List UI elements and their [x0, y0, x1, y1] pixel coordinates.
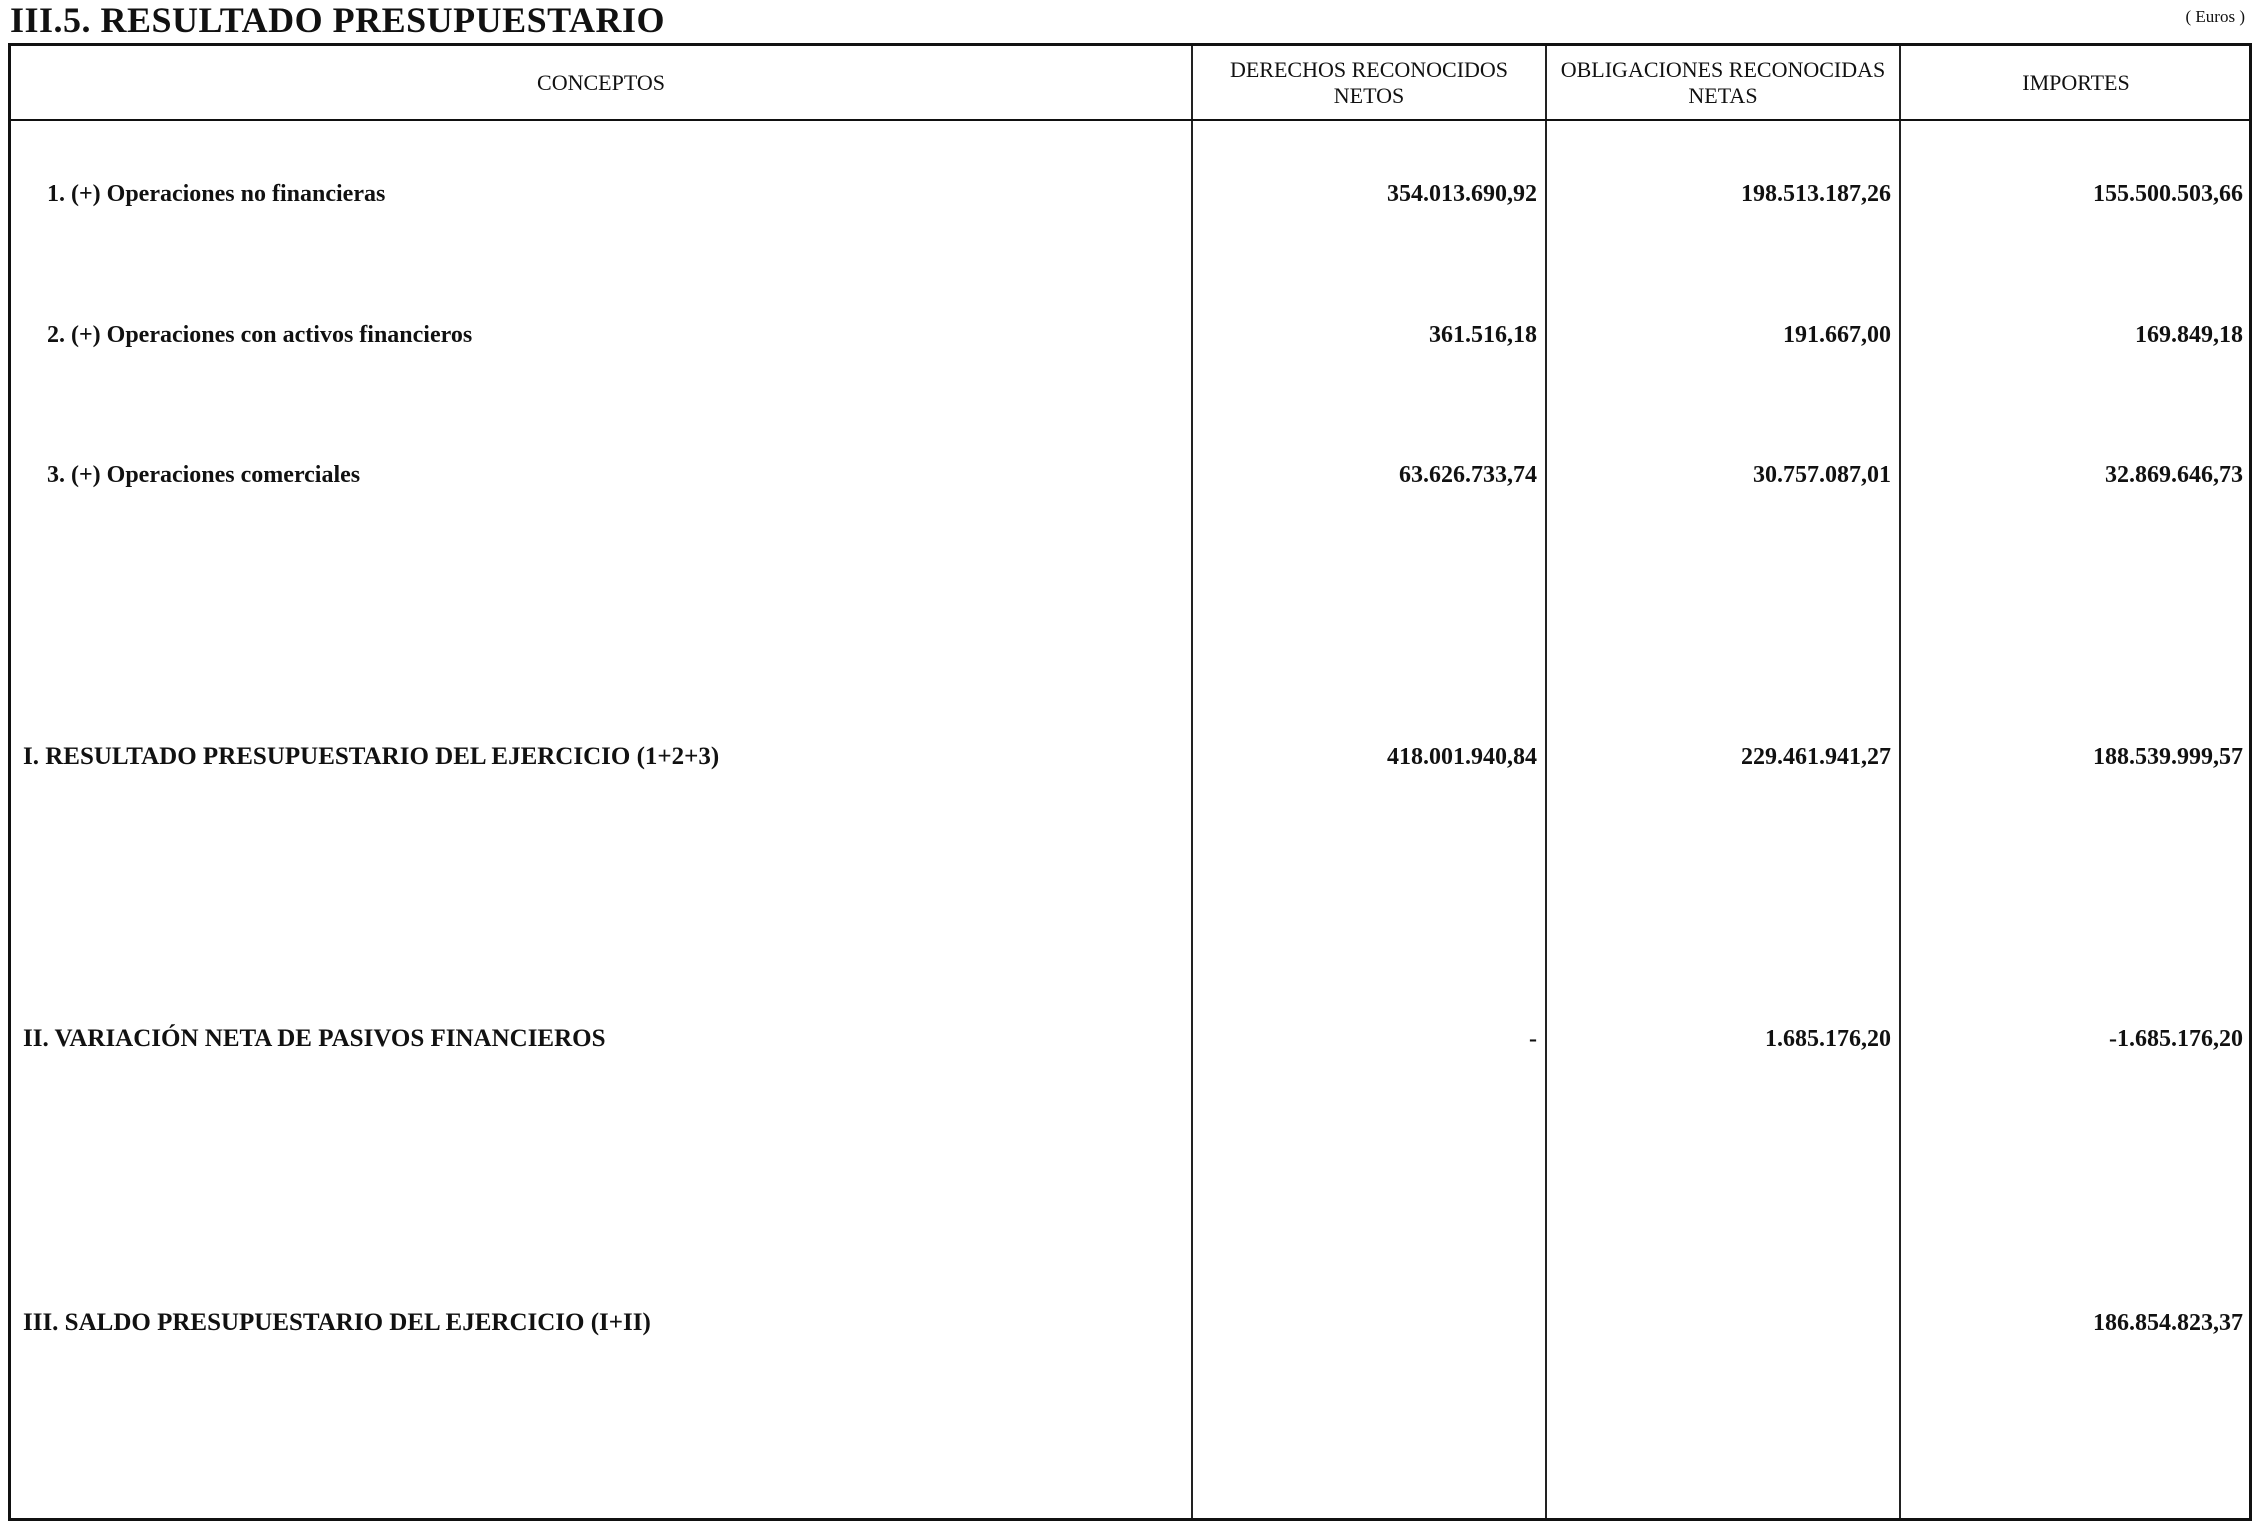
header-concepts: CONCEPTOS	[537, 69, 665, 95]
row-obligaciones: 1.685.176,20	[1765, 1025, 1891, 1052]
row-concept: 2. (+) Operaciones con activos financieros	[47, 321, 473, 348]
row-concept: III. SALDO PRESUPUESTARIO DEL EJERCICIO (I+II)	[23, 1309, 651, 1336]
column-divider	[1545, 46, 1547, 1518]
table-row	[11, 1305, 2249, 1341]
row-obligaciones: 30.757.087,01	[1753, 461, 1891, 488]
header-obligaciones-line1: OBLIGACIONES RECONOCIDAS	[1560, 56, 1886, 82]
row-importes: 32.869.646,73	[2105, 461, 2243, 488]
row-obligaciones: 191.667,00	[1783, 321, 1891, 348]
column-divider	[1899, 46, 1901, 1518]
table-row	[11, 1021, 2249, 1057]
units-label: ( Euros )	[2185, 7, 2245, 26]
row-concept: 1. (+) Operaciones no financieras	[47, 180, 386, 207]
header-derechos	[1193, 46, 1545, 119]
row-obligaciones: 229.461.941,27	[1741, 743, 1891, 770]
row-importes: 155.500.503,66	[2093, 180, 2243, 207]
row-importes: 188.539.999,57	[2093, 743, 2243, 770]
header-obligaciones-line2: NETAS	[1688, 82, 1758, 108]
table-row	[11, 457, 2249, 493]
row-derechos	[1193, 1305, 1545, 1341]
row-derechos: 63.626.733,74	[1399, 461, 1537, 488]
header-obligaciones	[1547, 46, 1899, 119]
header-importes: IMPORTES	[2022, 69, 2130, 95]
row-concept: 3. (+) Operaciones comerciales	[47, 461, 361, 488]
header-derechos-line2: NETOS	[1333, 82, 1405, 108]
budget-result-table	[8, 43, 2252, 1521]
table-row	[11, 176, 2249, 212]
row-concept: I. RESULTADO PRESUPUESTARIO DEL EJERCICIO (1+2+3)	[23, 743, 720, 770]
row-derechos: 418.001.940,84	[1387, 743, 1537, 770]
row-importes: -1.685.176,20	[2109, 1025, 2243, 1052]
row-derechos: 354.013.690,92	[1387, 180, 1537, 207]
header-derechos-line1: DERECHOS RECONOCIDOS	[1229, 56, 1509, 82]
row-obligaciones	[1547, 1305, 1899, 1341]
row-importes: 169.849,18	[2135, 321, 2243, 348]
table-row	[11, 739, 2249, 775]
row-derechos: 361.516,18	[1429, 321, 1537, 348]
header-divider	[11, 119, 2249, 121]
column-divider	[1191, 46, 1193, 1518]
row-obligaciones: 198.513.187,26	[1741, 180, 1891, 207]
table-row	[11, 317, 2249, 353]
row-concept: II. VARIACIÓN NETA DE PASIVOS FINANCIEROS	[23, 1025, 606, 1052]
row-importes: 186.854.823,37	[2093, 1309, 2243, 1336]
row-derechos: -	[1529, 1025, 1537, 1052]
page-title: III.5. RESULTADO PRESUPUESTARIO	[10, 0, 665, 40]
